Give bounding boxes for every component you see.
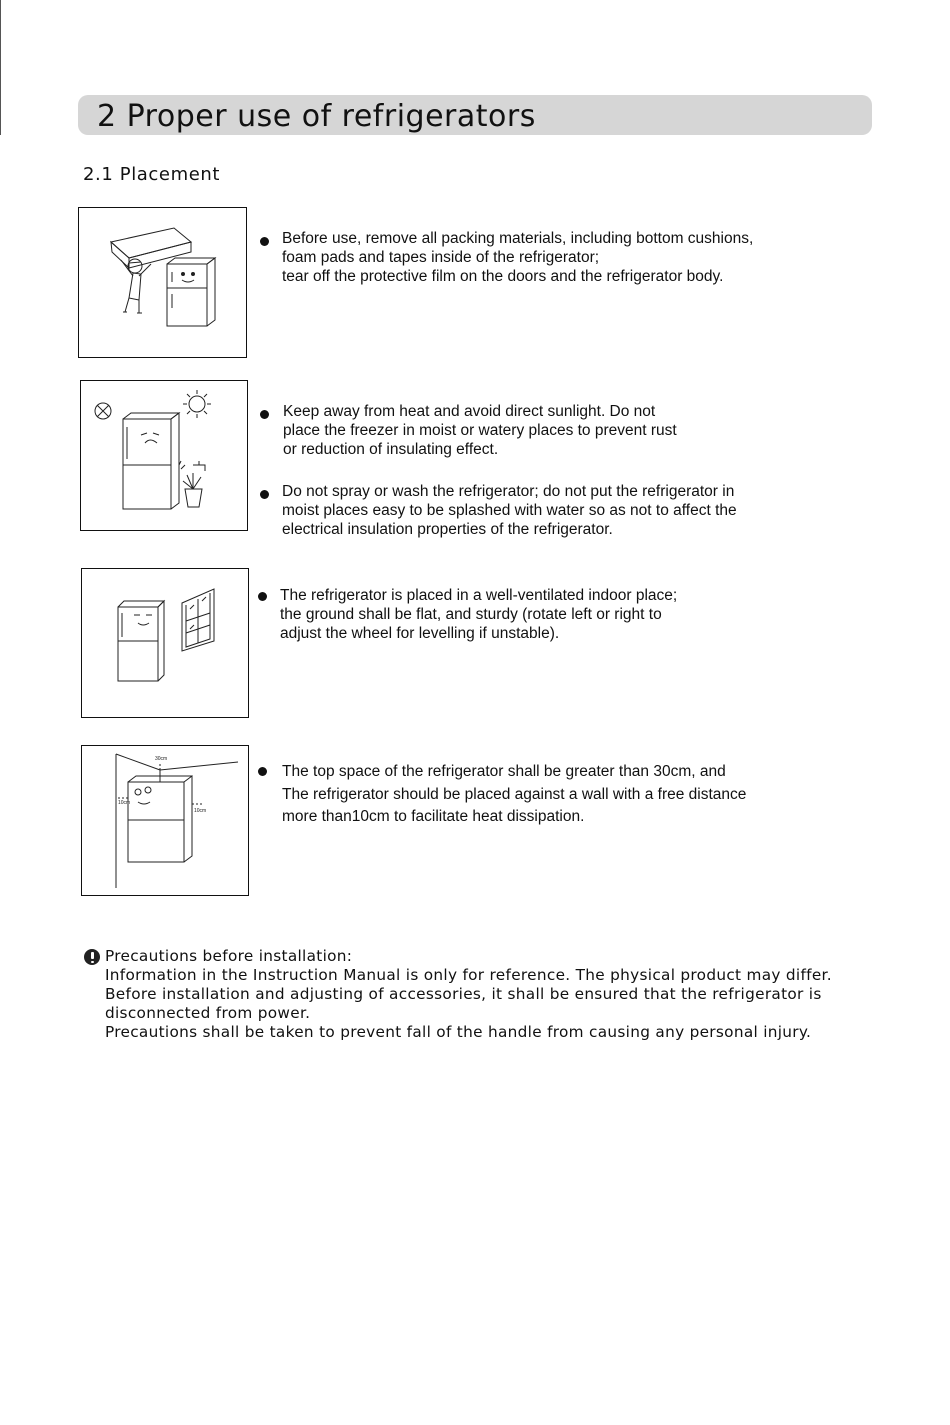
bullet-line: electrical insulation properties of the refrigerator.: [282, 521, 613, 538]
bullet-line: The refrigerator is placed in a well-ventilated indoor place;: [280, 587, 678, 604]
precautions-line: Before installation and adjusting of accessories, it shall be ensured that the refrigerator is: [105, 985, 822, 1003]
exclamation-icon: [84, 949, 100, 965]
bullet-line: The top space of the refrigerator shall be greater than 30cm, and: [282, 763, 726, 780]
bullet-line: Do not spray or wash the refrigerator; do not put the refrigerator in: [282, 483, 735, 500]
precautions-line: Precautions shall be taken to prevent fall of the handle from causing any personal injury.: [105, 1023, 812, 1041]
precautions-line: Information in the Instruction Manual is only for reference. The physical product may differ.: [105, 966, 832, 984]
bullet-dot-icon: [258, 767, 267, 776]
side-gap-label-right: 10cm: [194, 808, 207, 814]
bullet-line: adjust the wheel for levelling if unstable).: [280, 625, 560, 642]
top-gap-label: 30cm: [155, 756, 168, 762]
bullet-line: more than10cm to facilitate heat dissipation.: [282, 808, 585, 825]
precautions-line: disconnected from power.: [105, 1004, 311, 1022]
figure-clearance: [81, 745, 249, 896]
side-gap-label-left: 10cm: [118, 800, 131, 806]
bullet-line: Keep away from heat and avoid direct sunlight. Do not: [283, 403, 656, 420]
chapter-header: [78, 95, 872, 135]
bullet-line: tear off the protective film on the doors and the refrigerator body.: [282, 268, 724, 285]
bullet-line: Before use, remove all packing materials, including bottom cushions,: [282, 230, 754, 247]
bullet-dot-icon: [260, 490, 269, 499]
bullet-line: or reduction of insulating effect.: [283, 441, 499, 458]
bullet-dot-icon: [258, 592, 267, 601]
chapter-title: 2 Proper use of refrigerators: [97, 99, 536, 134]
figure-heat-moisture: [80, 380, 248, 531]
bullet-dot-icon: [260, 237, 269, 246]
figure-ventilation: [81, 568, 249, 718]
bullet-line: The refrigerator should be placed against a wall with a free distance: [282, 785, 747, 803]
bullet-line: moist places easy to be splashed with water so as not to affect the: [282, 502, 737, 519]
section-title: 2.1 Placement: [83, 164, 221, 185]
figure-unpacking: [78, 207, 247, 358]
bullet-line: the ground shall be flat, and sturdy (rotate left or right to: [280, 606, 662, 623]
bullet-line: foam pads and tapes inside of the refrigerator;: [282, 249, 600, 266]
page-margin-line: [0, 0, 1, 135]
bullet-dot-icon: [260, 410, 269, 419]
precautions-heading: Precautions before installation:: [105, 947, 353, 965]
bullet-line: place the freezer in moist or watery places to prevent rust: [283, 422, 677, 439]
